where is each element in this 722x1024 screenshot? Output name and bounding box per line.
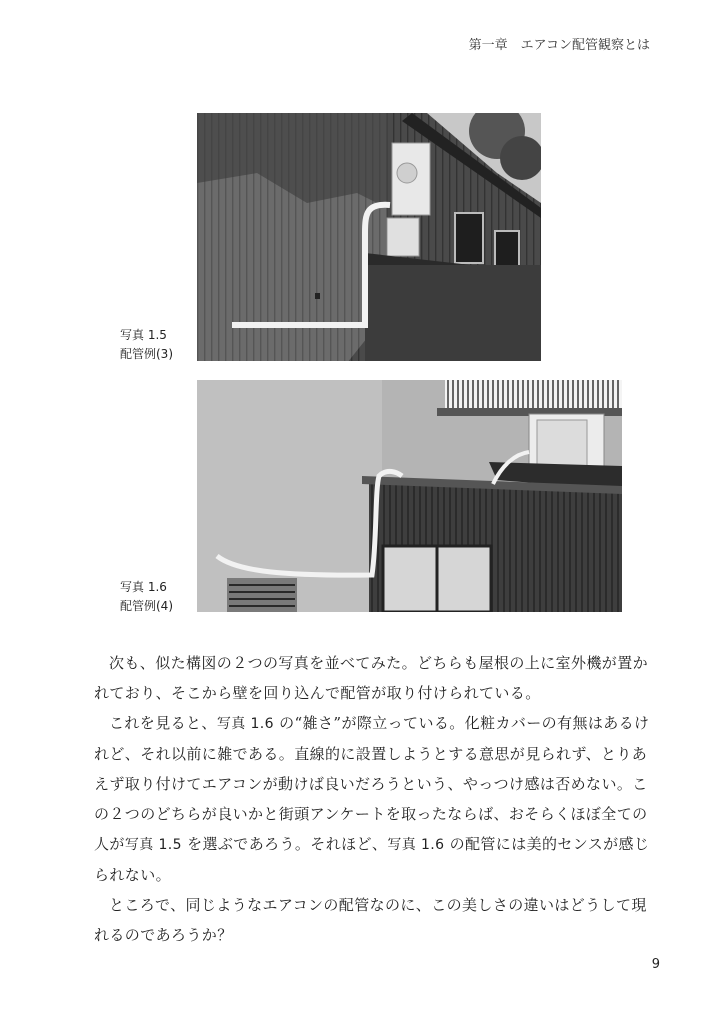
text-run: の“雑さ”が際立っている。化粧カバーの有無はあるけれど、それ以前に雑である。直線的に設置しようとする意思が見られず、とりあえず取り付けてエアコンが動けば良いだろうという、やっつけ感は否めない。この２つのどちらが良いかと街頭アンケートを取ったならば、おそらくほぼ全ての人が bbox=[94, 714, 650, 853]
body-text bbox=[94, 648, 654, 950]
figure-reference: 写真 1.6 bbox=[387, 837, 445, 853]
paragraph bbox=[94, 708, 654, 890]
photo-1-5 bbox=[197, 113, 541, 361]
figure-title: 配管例(4) bbox=[120, 599, 173, 613]
text-run: これを見ると、 bbox=[109, 714, 217, 732]
text-run: を選ぶであろう。それほど、 bbox=[181, 835, 388, 853]
figure-reference: 写真 1.6 bbox=[216, 716, 274, 732]
text-run: の配管には美的センスが感じられない。 bbox=[94, 835, 650, 884]
photo-caption bbox=[120, 326, 173, 364]
photo-building-wall-aircon-piping-icon bbox=[197, 113, 541, 361]
photo-caption bbox=[120, 578, 173, 616]
figure-number: 写真 1.6 bbox=[120, 580, 167, 594]
figure-title: 配管例(3) bbox=[120, 347, 173, 361]
page-number: 9 bbox=[651, 957, 660, 972]
photo-1-6 bbox=[197, 380, 622, 612]
figure-number: 写真 1.5 bbox=[120, 328, 167, 342]
photo-corrugated-roof-aircon-piping-icon bbox=[197, 380, 622, 612]
paragraph: 次も、似た構図の２つの写真を並べてみた。どちらも屋根の上に室外機が置かれており、そこから壁を回り込んで配管が取り付けられている。 bbox=[94, 654, 649, 702]
paragraph: ところで、同じようなエアコンの配管なのに、この美しさの違いはどうして現れるのであろうか？ bbox=[94, 896, 647, 944]
running-header: 第一章 エアコン配管観察とは bbox=[468, 38, 650, 53]
figure-reference: 写真 1.5 bbox=[124, 837, 182, 853]
